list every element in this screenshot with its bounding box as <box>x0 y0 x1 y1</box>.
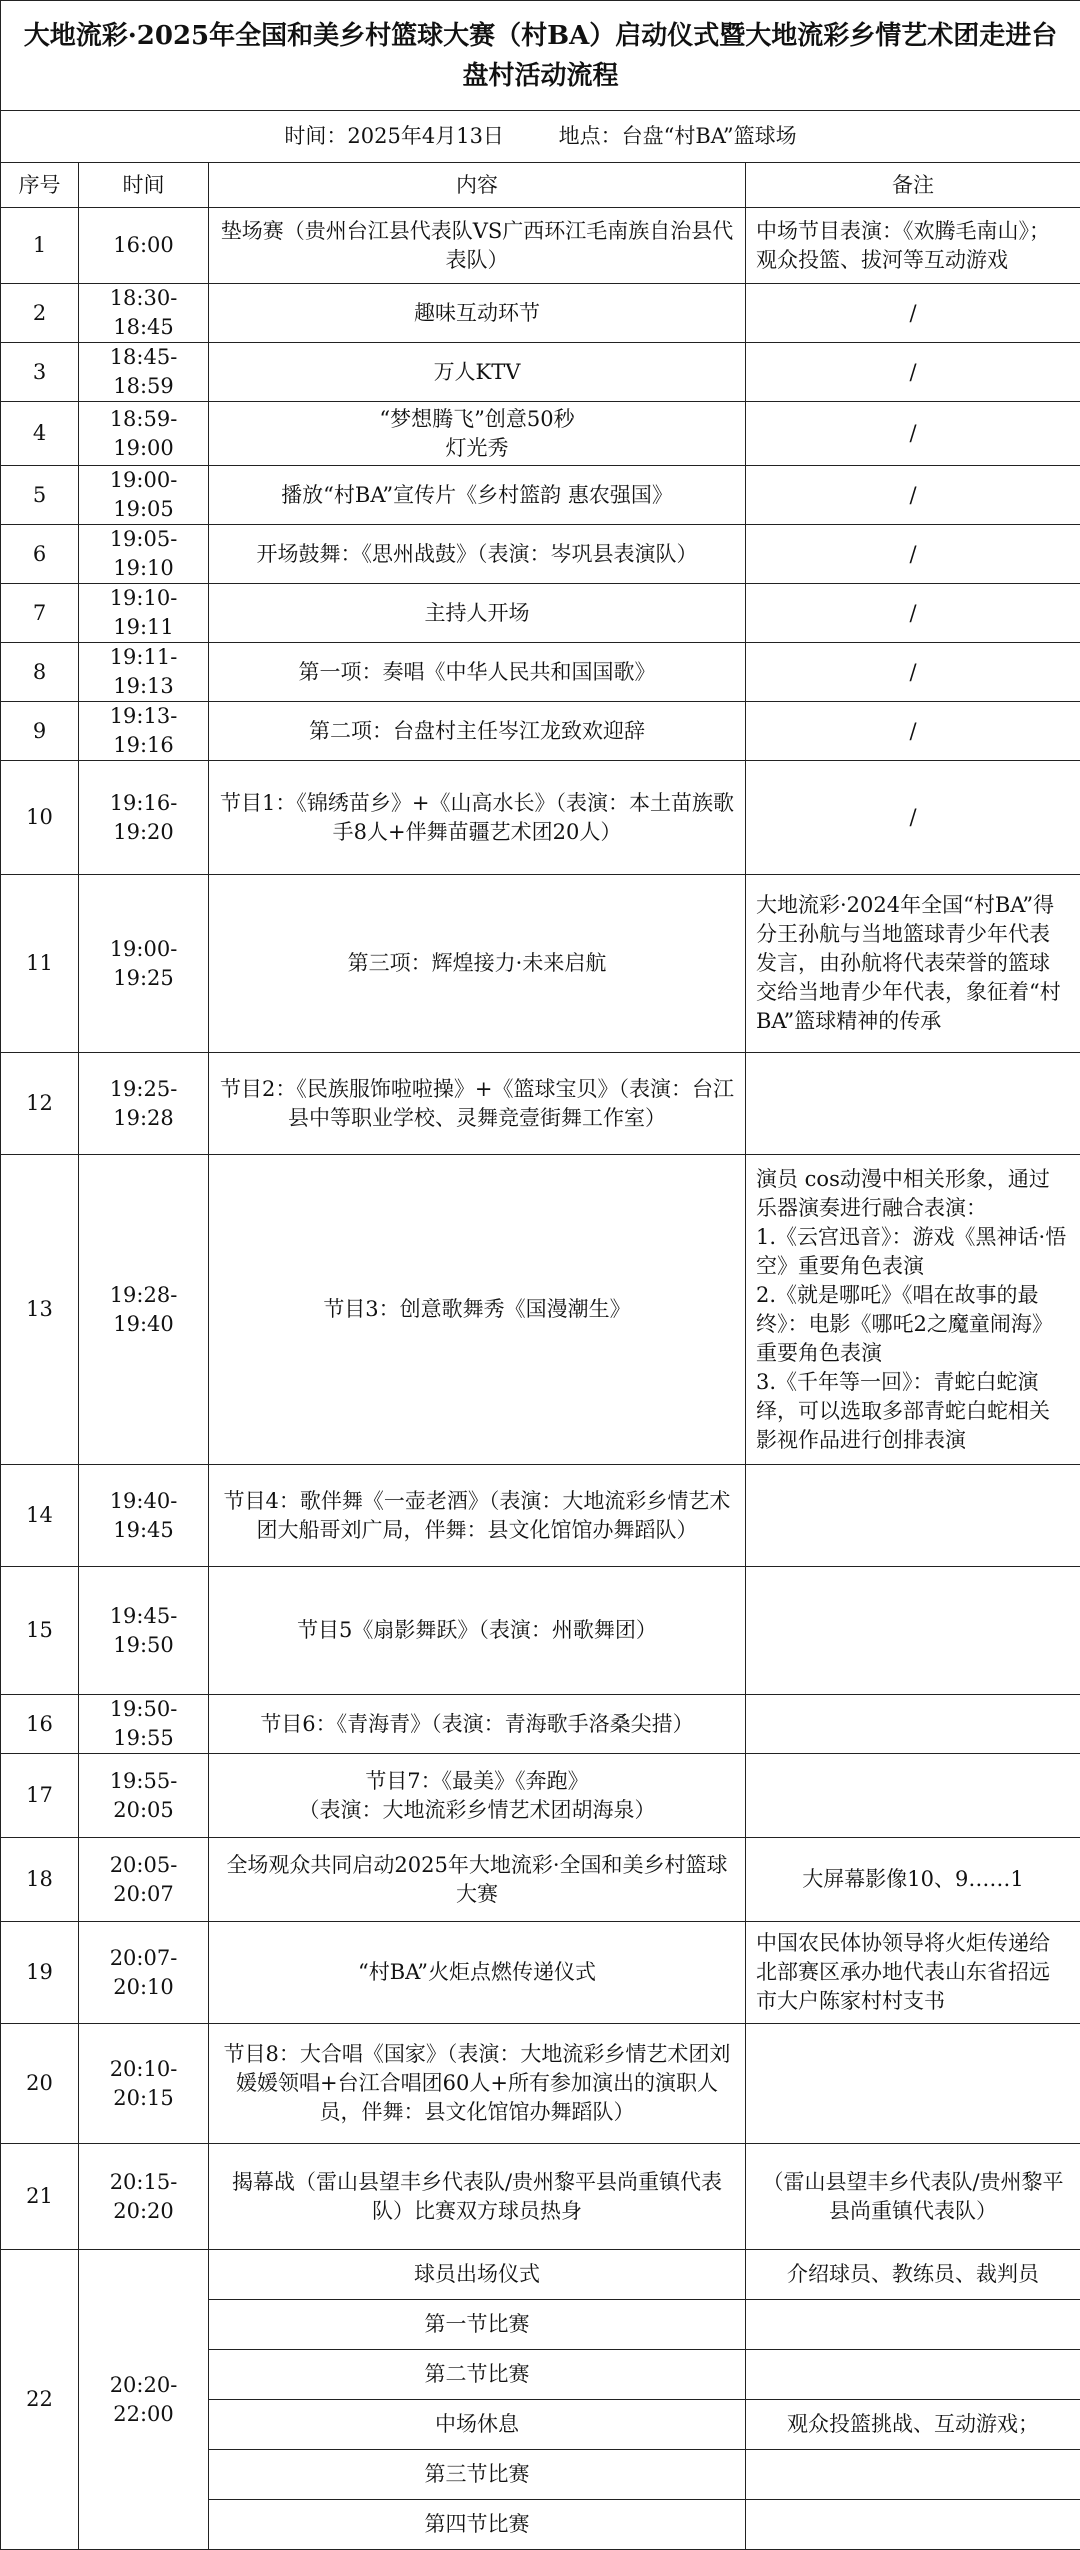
event-info <box>1 111 1080 163</box>
row-no: 18 <box>1 1838 79 1922</box>
row-no: 8 <box>1 643 79 702</box>
page-title: 大地流彩·2025年全国和美乡村篮球大赛（村BA）启动仪式暨大地流彩乡情艺术团走进台盘村活动流程 <box>1 1 1080 111</box>
row-note <box>746 2500 1080 2550</box>
row-time: 18:45-18:59 <box>79 343 209 402</box>
row-note: / <box>746 761 1080 875</box>
row-time: 19:05-19:10 <box>79 525 209 584</box>
row-no: 1 <box>1 208 79 284</box>
row-time: 19:13-19:16 <box>79 702 209 761</box>
row-note: 大地流彩·2024年全国“村BA”得分王孙航与当地篮球青少年代表发言，由孙航将代表荣誉的篮球交给当地青少年代表，象征着“村BA”篮球精神的传承 <box>746 875 1080 1053</box>
row-time: 19:45-19:50 <box>79 1567 209 1695</box>
table-row <box>1 1695 1080 1754</box>
row-no: 15 <box>1 1567 79 1695</box>
row-no: 4 <box>1 402 79 466</box>
row-content: 全场观众共同启动2025年大地流彩·全国和美乡村篮球大赛 <box>209 1838 746 1922</box>
row-note: / <box>746 702 1080 761</box>
row-note <box>746 1155 1080 1465</box>
row-note: / <box>746 525 1080 584</box>
table-row <box>1 1465 1080 1567</box>
row-note: 介绍球员、教练员、裁判员 <box>746 2250 1080 2300</box>
row-note: 中国农民体协领导将火炬传递给北部赛区承办地代表山东省招远市大户陈家村村支书 <box>746 1922 1080 2024</box>
row-content: 播放“村BA”宣传片《乡村篮韵 惠农强国》 <box>209 466 746 525</box>
row-time: 19:00-19:05 <box>79 466 209 525</box>
row-note: （雷山县望丰乡代表队/贵州黎平县尚重镇代表队） <box>746 2144 1080 2250</box>
row-no: 13 <box>1 1155 79 1465</box>
table-row <box>1 761 1080 875</box>
row-time: 19:00-19:25 <box>79 875 209 1053</box>
note-line: 1.《云宫迅音》：游戏《黑神话·悟空》重要角色表演 <box>756 1223 1070 1281</box>
row-time: 19:55-20:05 <box>79 1754 209 1838</box>
row-content: 第二项：台盘村主任岑江龙致欢迎辞 <box>209 702 746 761</box>
row-content-line: （表演：大地流彩乡情艺术团胡海泉） <box>219 1796 735 1825</box>
row-content: 第一项：奏唱《中华人民共和国国歌》 <box>209 643 746 702</box>
row-content-line: 灯光秀 <box>219 434 735 463</box>
row-content: 节目4：歌伴舞《一壶老酒》（表演：大地流彩乡情艺术团大船哥刘广局，伴舞：县文化馆馆办舞蹈队） <box>209 1465 746 1567</box>
row-no: 22 <box>1 2250 79 2550</box>
table-row <box>1 343 1080 402</box>
row-content-line: 节目7：《最美》《奔跑》 <box>219 1767 735 1796</box>
table-row <box>1 1155 1080 1465</box>
row-no: 10 <box>1 761 79 875</box>
row-time: 20:10-20:15 <box>79 2024 209 2144</box>
row-content: 趣味互动环节 <box>209 284 746 343</box>
table-row <box>1 466 1080 525</box>
row-note: / <box>746 643 1080 702</box>
table-row <box>1 402 1080 466</box>
row-time: 18:30-18:45 <box>79 284 209 343</box>
table-row <box>1 2250 1080 2300</box>
table-row <box>1 1922 1080 2024</box>
table-row <box>1 643 1080 702</box>
row-time: 20:07-20:10 <box>79 1922 209 2024</box>
table-row <box>1 284 1080 343</box>
table-row <box>1 1838 1080 1922</box>
row-time: 19:50-19:55 <box>79 1695 209 1754</box>
row-no: 3 <box>1 343 79 402</box>
row-no: 5 <box>1 466 79 525</box>
row-note: / <box>746 343 1080 402</box>
row-content: 第一节比赛 <box>209 2300 746 2350</box>
row-note <box>746 2024 1080 2144</box>
row-time: 20:20-22:00 <box>79 2250 209 2550</box>
table-row <box>1 525 1080 584</box>
row-note <box>746 1695 1080 1754</box>
header-time: 时间 <box>79 163 209 208</box>
row-no: 20 <box>1 2024 79 2144</box>
row-content: 第二节比赛 <box>209 2350 746 2400</box>
row-time: 16:00 <box>79 208 209 284</box>
row-content: 开场鼓舞：《思州战鼓》（表演：岑巩县表演队） <box>209 525 746 584</box>
row-no: 16 <box>1 1695 79 1754</box>
row-time: 18:59-19:00 <box>79 402 209 466</box>
row-time: 19:10-19:11 <box>79 584 209 643</box>
row-no: 21 <box>1 2144 79 2250</box>
table-row <box>1 208 1080 284</box>
row-note <box>746 2300 1080 2350</box>
row-content: 节目5《扇影舞跃》（表演：州歌舞团） <box>209 1567 746 1695</box>
table-row <box>1 875 1080 1053</box>
row-note: 观众投篮挑战、互动游戏； <box>746 2400 1080 2450</box>
row-note <box>746 1465 1080 1567</box>
row-content: 垫场赛（贵州台江县代表队VS广西环江毛南族自治县代表队） <box>209 208 746 284</box>
table-row <box>1 2144 1080 2250</box>
row-content: 节目8：大合唱《国家》（表演：大地流彩乡情艺术团刘媛媛领唱+台江合唱团60人+所有参加演出的演职人员，伴舞：县文化馆馆办舞蹈队） <box>209 2024 746 2144</box>
row-time: 19:28-19:40 <box>79 1155 209 1465</box>
row-note: / <box>746 284 1080 343</box>
row-time: 19:25-19:28 <box>79 1053 209 1155</box>
header-content: 内容 <box>209 163 746 208</box>
row-no: 2 <box>1 284 79 343</box>
row-no: 11 <box>1 875 79 1053</box>
table-row <box>1 1754 1080 1838</box>
row-time: 19:11-19:13 <box>79 643 209 702</box>
row-content: 万人KTV <box>209 343 746 402</box>
row-note: 中场节目表演：《欢腾毛南山》；观众投篮、拔河等互动游戏 <box>746 208 1080 284</box>
row-note: / <box>746 584 1080 643</box>
row-time: 19:40-19:45 <box>79 1465 209 1567</box>
row-content: 第四节比赛 <box>209 2500 746 2550</box>
row-note: / <box>746 402 1080 466</box>
header-no: 序号 <box>1 163 79 208</box>
row-content: 第三节比赛 <box>209 2450 746 2500</box>
row-note <box>746 1053 1080 1155</box>
row-note: 大屏幕影像10、9……1 <box>746 1838 1080 1922</box>
row-content: 第三项：辉煌接力·未来启航 <box>209 875 746 1053</box>
table-row <box>1 1567 1080 1695</box>
row-content: 球员出场仪式 <box>209 2250 746 2300</box>
row-content <box>209 1754 746 1838</box>
row-no: 19 <box>1 1922 79 2024</box>
table-row <box>1 2024 1080 2144</box>
event-time: 时间：2025年4月13日 <box>284 124 504 148</box>
row-no: 6 <box>1 525 79 584</box>
row-content: 节目1：《锦绣苗乡》+《山高水长》（表演：本土苗族歌手8人+伴舞苗疆艺术团20人） <box>209 761 746 875</box>
row-time: 19:16-19:20 <box>79 761 209 875</box>
row-content-line: “梦想腾飞”创意50秒 <box>219 405 735 434</box>
row-note <box>746 2450 1080 2500</box>
row-content: 主持人开场 <box>209 584 746 643</box>
row-no: 14 <box>1 1465 79 1567</box>
row-no: 17 <box>1 1754 79 1838</box>
table-row <box>1 1053 1080 1155</box>
row-time: 20:15-20:20 <box>79 2144 209 2250</box>
row-content: 揭幕战（雷山县望丰乡代表队/贵州黎平县尚重镇代表队）比赛双方球员热身 <box>209 2144 746 2250</box>
event-place: 地点：台盘“村BA”篮球场 <box>559 124 797 148</box>
row-note <box>746 1754 1080 1838</box>
row-note <box>746 2350 1080 2400</box>
row-content: “村BA”火炬点燃传递仪式 <box>209 1922 746 2024</box>
row-no: 12 <box>1 1053 79 1155</box>
row-content: 节目6：《青海青》（表演：青海歌手洛桑尖措） <box>209 1695 746 1754</box>
row-no: 9 <box>1 702 79 761</box>
row-note: / <box>746 466 1080 525</box>
row-time: 20:05-20:07 <box>79 1838 209 1922</box>
row-content <box>209 402 746 466</box>
note-line: 3.《千年等一回》：青蛇白蛇演绎，可以选取多部青蛇白蛇相关影视作品进行创排表演 <box>756 1368 1070 1455</box>
row-content: 中场休息 <box>209 2400 746 2450</box>
note-line: 演员 cos动漫中相关形象，通过乐器演奏进行融合表演： <box>756 1165 1070 1223</box>
row-note <box>746 1567 1080 1695</box>
header-note: 备注 <box>746 163 1080 208</box>
table-row <box>1 584 1080 643</box>
table-row <box>1 702 1080 761</box>
row-content: 节目2：《民族服饰啦啦操》+《篮球宝贝》（表演：台江县中等职业学校、灵舞竞壹街舞工作室） <box>209 1053 746 1155</box>
note-line: 2.《就是哪吒》《唱在故事的最终》：电影《哪吒2之魔童闹海》重要角色表演 <box>756 1281 1070 1368</box>
row-content: 节目3：创意歌舞秀《国漫潮生》 <box>209 1155 746 1465</box>
row-no: 7 <box>1 584 79 643</box>
